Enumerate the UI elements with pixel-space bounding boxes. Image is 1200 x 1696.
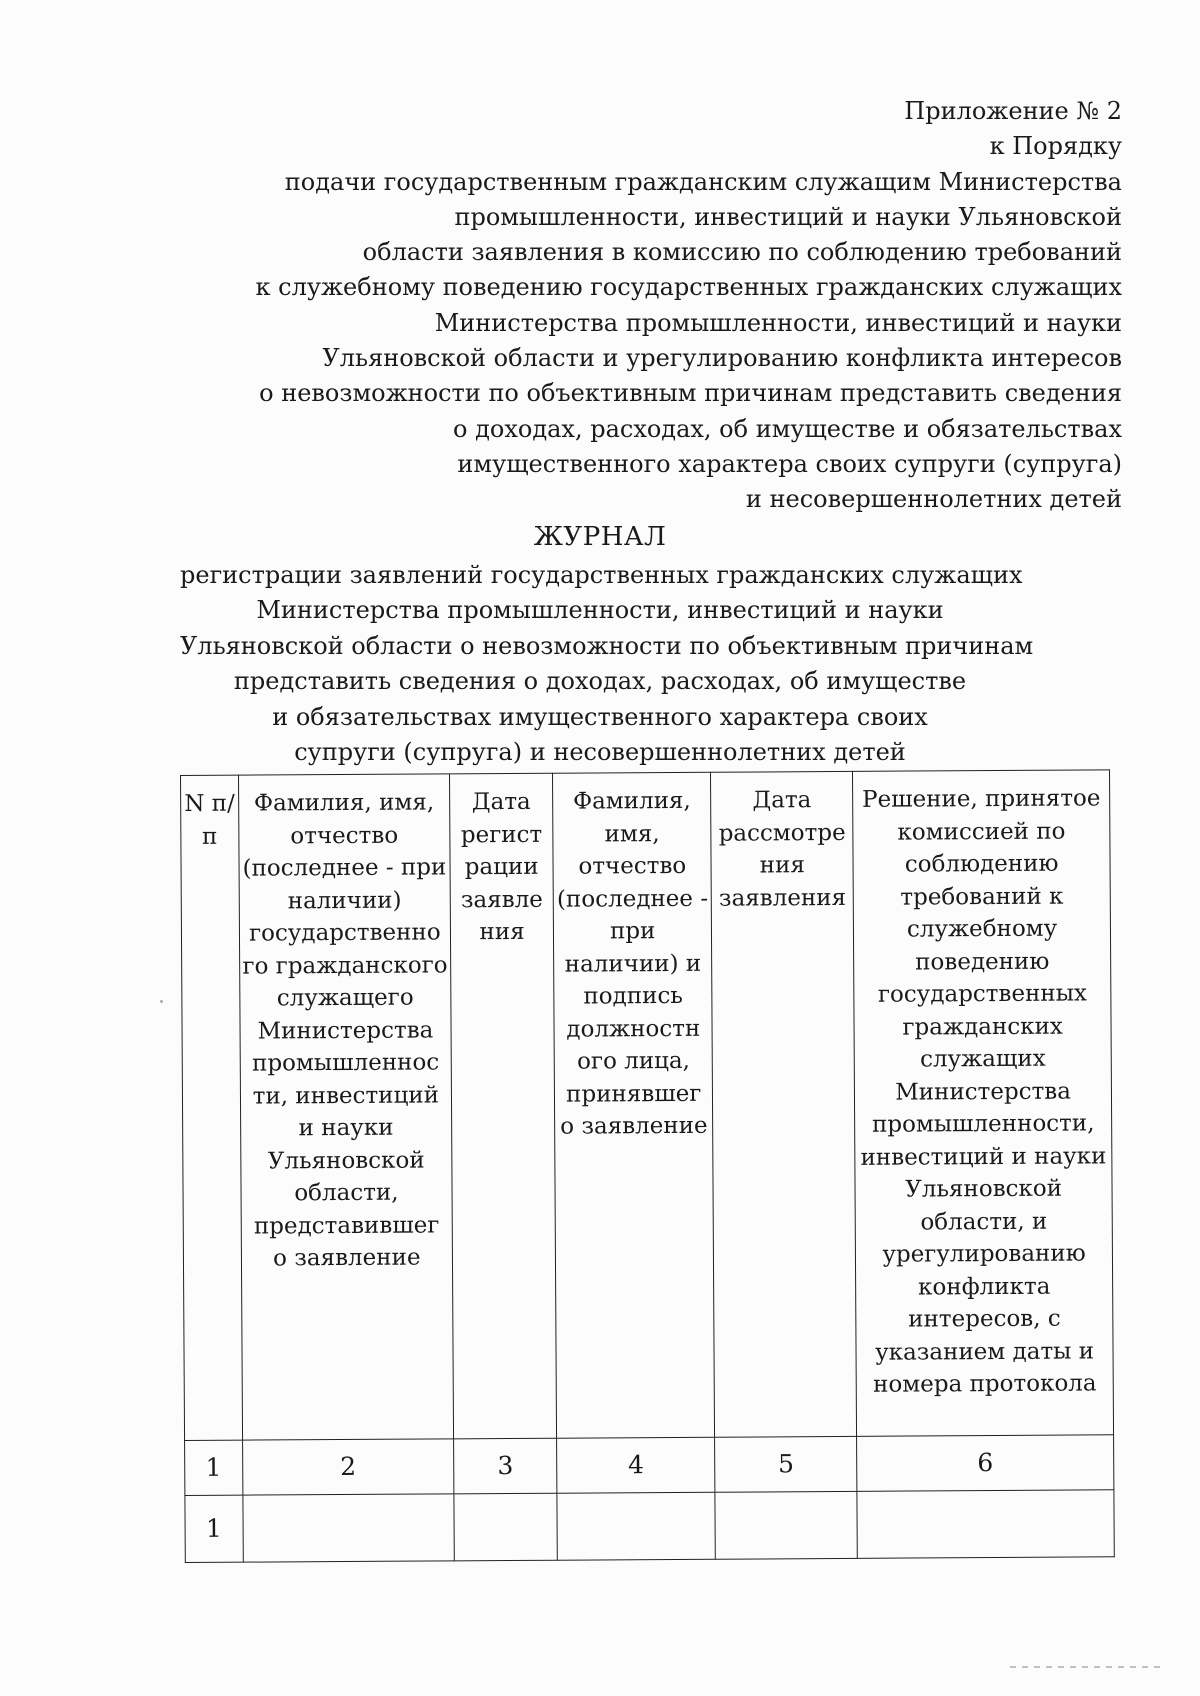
appendix-line: Министерства промышленности, инвестиций и науки <box>434 308 1122 337</box>
journal-subtitle-line: Министерства промышленности, инвестиций и науки <box>256 596 944 624</box>
table-cell <box>557 1492 716 1560</box>
journal-title: ЖУРНАЛ <box>533 522 667 552</box>
table-cell: 1 <box>185 1495 243 1562</box>
appendix-header <box>222 94 1122 518</box>
appendix-line: к Порядку <box>989 132 1122 161</box>
header-cell-number: N п/п <box>181 775 243 1440</box>
table-cell <box>454 1493 558 1561</box>
journal-subtitle-line: представить сведения о доходах, расходах, об имуществе <box>233 667 967 695</box>
appendix-line: о невозможности по объективным причинам представить сведения <box>259 379 1122 408</box>
scan-artifact <box>160 1000 163 1003</box>
appendix-line: Ульяновской области и урегулированию конфликта интересов <box>322 344 1122 373</box>
column-number-cell: 5 <box>715 1436 857 1492</box>
scan-artifact <box>1010 1666 1160 1668</box>
appendix-line: к служебному поведению государственных гражданских служащих <box>255 273 1122 302</box>
column-number-row <box>185 1435 1114 1496</box>
appendix-line: подачи государственным гражданским служащим Министерства <box>284 167 1122 196</box>
appendix-line: Приложение № 2 <box>904 97 1122 125</box>
appendix-line: о доходах, расходах, об имуществе и обязательствах <box>453 414 1122 443</box>
column-number-cell: 2 <box>242 1439 454 1495</box>
journal-subtitle-line: регистрации заявлений государственных гражданских служащих <box>180 560 1023 589</box>
appendix-line: имущественного характера своих супруги (супруга) <box>457 449 1122 478</box>
journal-subtitle-line: Ульяновской области о невозможности по объективным причинам <box>180 631 1034 660</box>
journal-subtitle-line: супруги (супруга) и несовершеннолетних детей <box>294 738 906 766</box>
header-cell-commission-decision: Решение, принятое комиссией по соблюдению требований к служебному поведению государственных гражданских служащих Министерства промышленности, инвестиций и науки Ульяновской области, и урегулированию конфликта интересов, с указанием даты и номера протокола <box>853 770 1114 1437</box>
column-number-cell: 4 <box>557 1437 715 1493</box>
column-number-cell: 6 <box>857 1435 1114 1492</box>
table-row <box>185 1490 1114 1563</box>
header-cell-registration-date: Дата регист рации заявле ния <box>450 773 557 1439</box>
appendix-line: области заявления в комиссию по соблюдению требований <box>362 238 1122 267</box>
column-number-cell: 1 <box>185 1440 243 1495</box>
appendix-line: промышленности, инвестиций и науки Ульяновской <box>454 202 1122 231</box>
header-cell-official-name: Фамилия, имя, отчество (последнее - при наличии) и подпись должностн ого лица, принявшег о заявление <box>553 772 715 1438</box>
table-cell <box>857 1490 1114 1559</box>
journal-heading <box>180 520 1034 771</box>
table-cell <box>715 1491 857 1559</box>
header-cell-employee-name: Фамилия, имя, отчество (последнее - при наличии) государственно го гражданского служащего Министерства промышленнос ти, инвестиций и науки Ульяновской области, представившег о заявление <box>238 774 453 1440</box>
table-cell <box>243 1494 455 1562</box>
header-cell-review-date: Дата рассмотре ния заявления <box>711 771 857 1437</box>
journal-subtitle-line: и обязательствах имущественного характера своих <box>272 702 928 731</box>
table-header-row <box>181 770 1114 1441</box>
appendix-line: и несовершеннолетних детей <box>745 485 1122 514</box>
column-number-cell: 3 <box>454 1438 558 1494</box>
registration-journal-table <box>180 769 1115 1563</box>
